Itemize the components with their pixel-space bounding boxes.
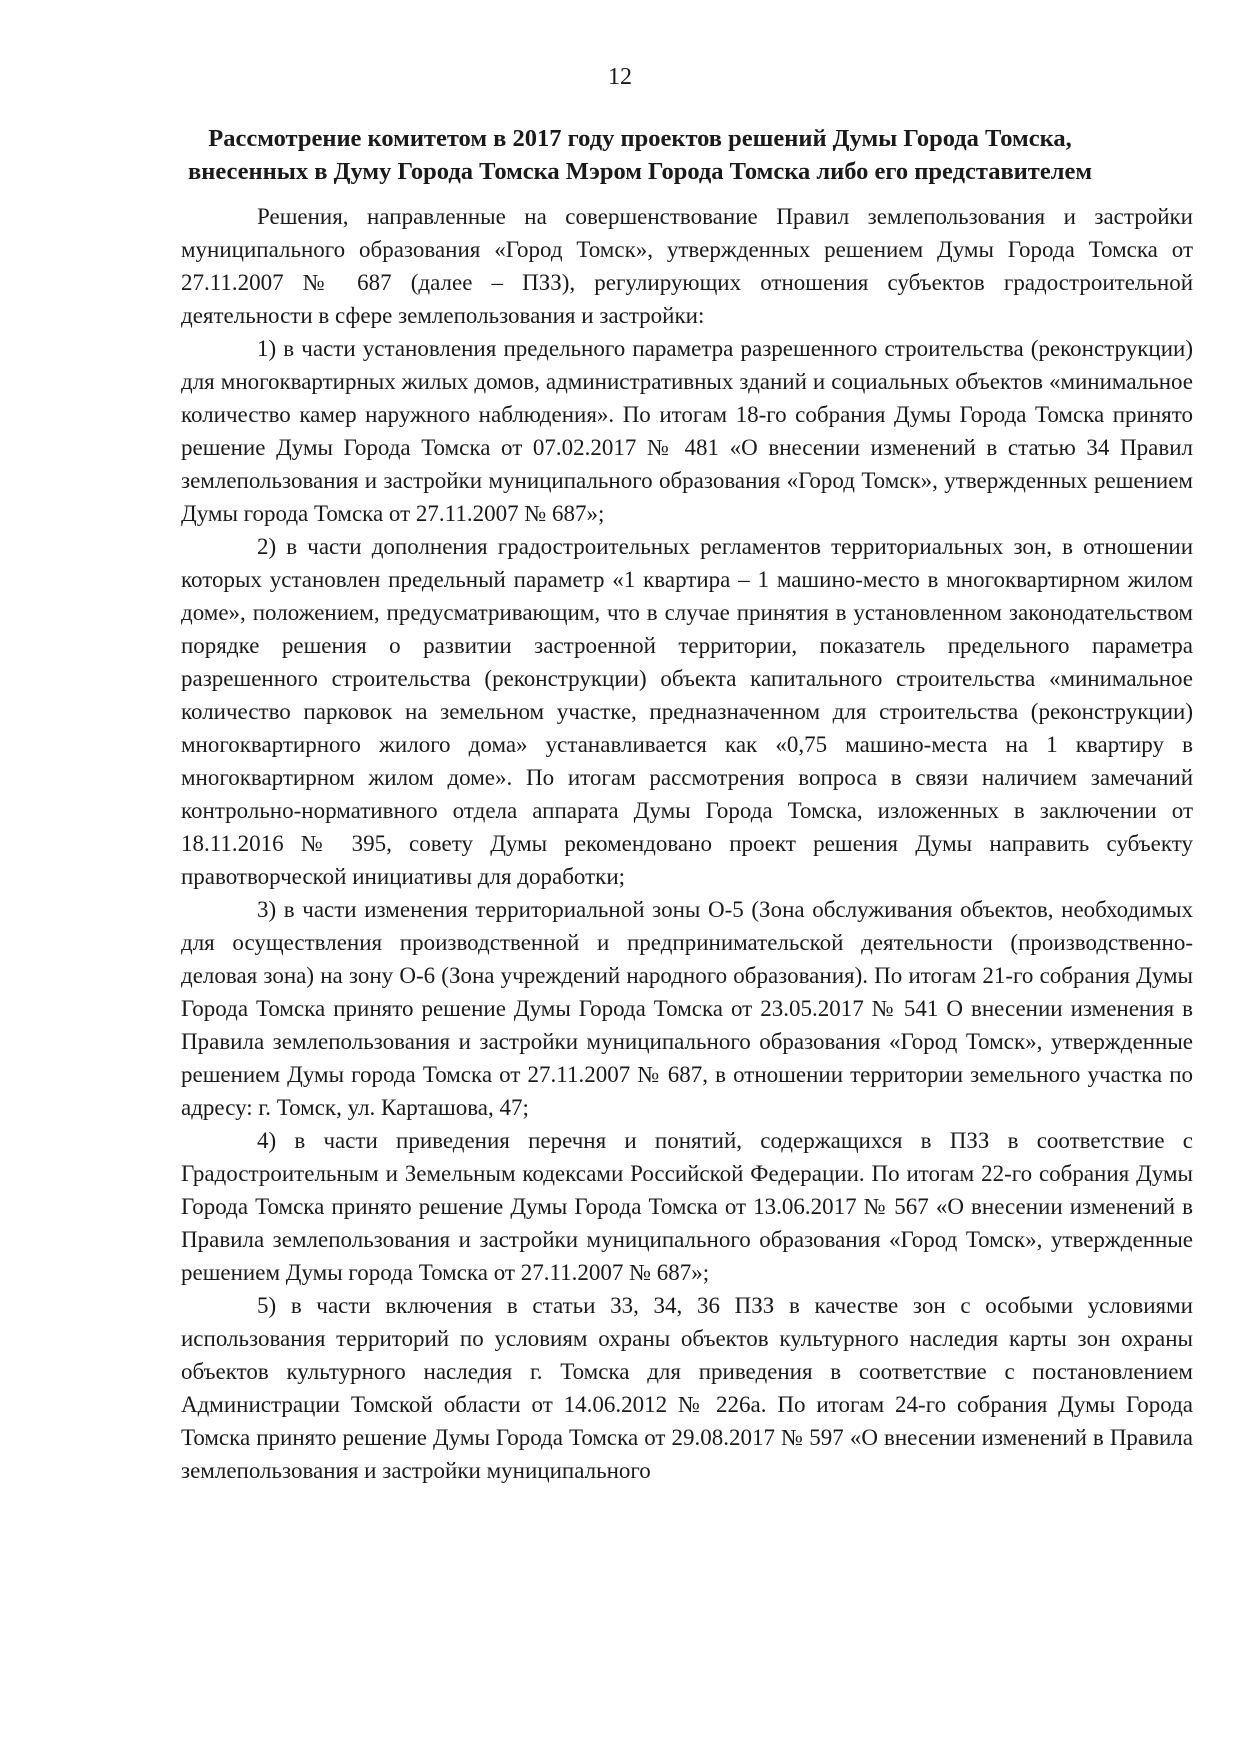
paragraph-item-5: 5) в части включения в статьи 33, 34, 36 ПЗЗ в качестве зон с особыми условиями использования территорий по условиям охраны объектов культурного наследия карты зон охраны объектов культурного наследия г. Томска для приведения в соответствие с постановлением Администрации Томской области от 14.06.2012 № 226а. По итогам 24-го собрания Думы Города Томска принято решение Думы Города Томска от 29.08.2017 № 597 «О внесении изменений в Правила землепользования и застройки муниципального	[181, 1293, 1193, 1483]
paragraph-item-2: 2) в части дополнения градостроительных регламентов территориальных зон, в отношении которых установлен предельный параметр «1 квартира – 1 машино-место в многоквартирном жилом доме», положением, предусматривающим, что в случае принятия в установленном законодательством порядке решения о развитии застроенной территории, показатель предельного параметра разрешенного строительства (реконструкции) объекта капитального строительства «минимальное количество парковок на земельном участке, предназначенном для строительства (реконструкции) многоквартирного жилого дома» устанавливается как «0,75 машино-места на 1 квартиру в многоквартирном жилом доме». По итогам рассмотрения вопроса в связи наличием замечаний контрольно-нормативного отдела аппарата Думы Города Томска, изложенных в заключении от 18.11.2016 № 395, совету Думы рекомендовано проект решения Думы направить субъекту правотворческой инициативы для доработки;	[181, 534, 1193, 889]
paragraph-intro: Решения, направленные на совершенствование Правил землепользования и застройки муниципального образования «Город Томск», утвержденных решением Думы Города Томска от 27.11.2007 № 687 (далее – ПЗЗ), регулирующих отношения субъектов градостроительной деятельности в сфере землепользования и застройки:	[181, 204, 1193, 328]
section-title-line-1: Рассмотрение комитетом в 2017 году проектов решений Думы Города Томска,	[208, 125, 1072, 152]
paragraph-item-1: 1) в части установления предельного параметра разрешенного строительства (реконструкции) для многоквартирных жилых домов, административных зданий и социальных объектов «минимальное количество камер наружного наблюдения». По итогам 18-го собрания Думы Города Томска принято решение Думы Города Томска от 07.02.2017 № 481 «О внесении изменений в статью 34 Правил землепользования и застройки муниципального образования «Город Томск», утвержденных решением Думы города Томска от 27.11.2007 № 687»;	[181, 336, 1193, 526]
section-title	[140, 122, 1140, 188]
paragraph-item-3: 3) в части изменения территориальной зоны О-5 (Зона обслуживания объектов, необходимых для осуществления производственной и предпринимательской деятельности (производственно-деловая зона) на зону О-6 (Зона учреждений народного образования). По итогам 21-го собрания Думы Города Томска принято решение Думы Города Томска от 23.05.2017 № 541 О внесении изменения в Правила землепользования и застройки муниципального образования «Город Томск», утвержденные решением Думы города Томска от 27.11.2007 № 687, в отношении территории земельного участка по адресу: г. Томск, ул. Карташова, 47;	[181, 897, 1193, 1120]
page-number: 12	[608, 64, 632, 90]
section-title-line-2: внесенных в Думу Города Томска Мэром Города Томска либо его представителем	[187, 158, 1093, 185]
document-body	[181, 200, 1193, 1487]
paragraph-item-4: 4) в части приведения перечня и понятий, содержащихся в ПЗЗ в соответствие с Градостроительным и Земельным кодексами Российской Федерации. По итогам 22-го собрания Думы Города Томска принято решение Думы Города Томска от 13.06.2017 № 567 «О внесении изменений в Правила землепользования и застройки муниципального образования «Город Томск», утвержденные решением Думы города Томска от 27.11.2007 № 687»;	[181, 1128, 1193, 1285]
